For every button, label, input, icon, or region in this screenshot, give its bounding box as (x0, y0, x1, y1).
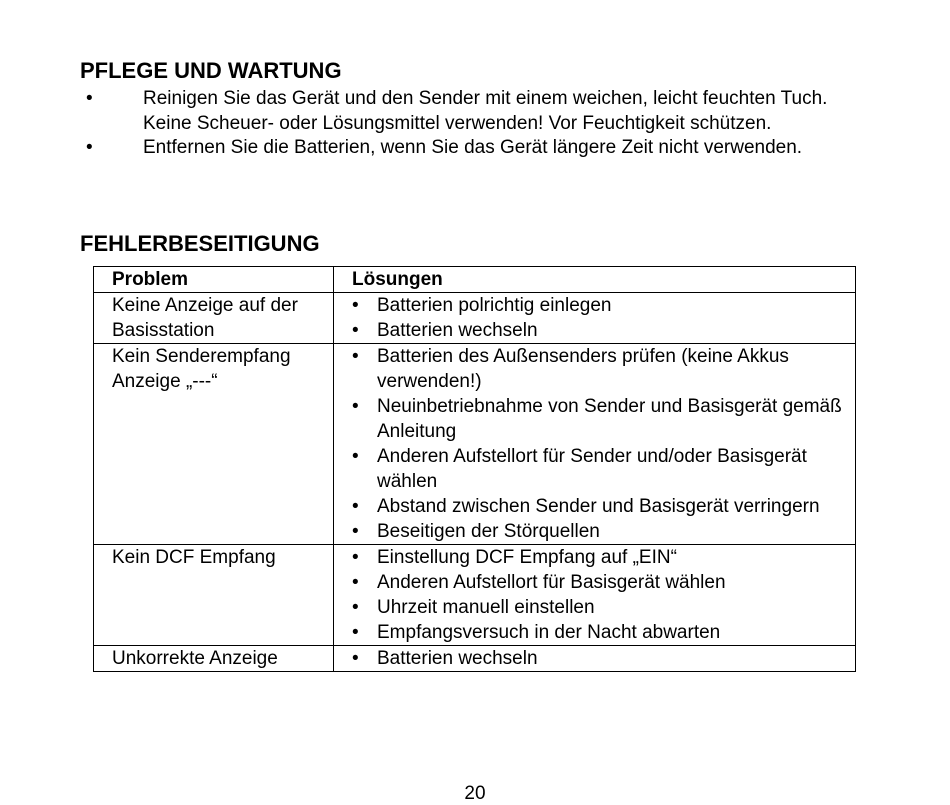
problem-cell (94, 344, 334, 545)
solution-text: Batterien wechseln (377, 320, 538, 341)
problem-cell (94, 293, 334, 344)
solution-item (352, 545, 849, 570)
solution-list (352, 646, 849, 671)
care-bullet-text: Entfernen Sie die Batterien, wenn Sie das Gerät längere Zeit nicht verwenden. (143, 137, 803, 158)
solution-text: Beseitigen der Störquellen (377, 521, 600, 542)
solution-list (352, 293, 849, 343)
bullet-dot-icon: • (352, 446, 359, 467)
care-heading: PFLEGE UND WARTUNG (80, 58, 342, 83)
solution-item (352, 318, 849, 343)
bullet-dot-icon: • (86, 137, 93, 158)
page-number: 20 (464, 783, 486, 804)
solution-text: Uhrzeit manuell einstellen (377, 597, 595, 618)
solutions-cell (334, 344, 856, 545)
table-row (94, 545, 856, 646)
solution-list (352, 545, 849, 645)
bullet-dot-icon: • (352, 496, 359, 517)
problem-text: Kein Senderempfang Anzeige „---“ (112, 346, 291, 392)
solution-item (352, 620, 849, 645)
solution-item (352, 394, 849, 444)
solution-list (352, 344, 849, 544)
column-header-solutions: Lösungen (334, 267, 856, 293)
bullet-dot-icon: • (352, 622, 359, 643)
troubleshooting-heading: FEHLERBESEITIGUNG (80, 231, 320, 256)
solution-item (352, 646, 849, 671)
solution-item (352, 494, 849, 519)
table-row (94, 646, 856, 672)
column-header-problem: Problem (94, 267, 334, 293)
solution-text: Batterien polrichtig einlegen (377, 295, 612, 316)
solution-item (352, 519, 849, 544)
care-bullet-text: Reinigen Sie das Gerät und den Sender mit einem weichen, leicht feuchten Tuch. Keine Scheuer- oder Lösungsmittel verwenden! Vor Feuchtigkeit schützen. (143, 88, 828, 134)
solution-text: Batterien wechseln (377, 648, 538, 669)
solution-item (352, 293, 849, 318)
solutions-cell (334, 545, 856, 646)
bullet-dot-icon: • (352, 597, 359, 618)
troubleshooting-table (93, 266, 856, 672)
solution-item (352, 595, 849, 620)
solution-item (352, 344, 849, 394)
solutions-cell (334, 293, 856, 344)
solution-text: Neuinbetriebnahme von Sender und Basisgerät gemäß Anleitung (377, 396, 842, 442)
solution-text: Batterien des Außensenders prüfen (keine Akkus verwenden!) (377, 346, 789, 392)
bullet-dot-icon: • (352, 346, 359, 367)
solution-item (352, 444, 849, 494)
bullet-dot-icon: • (352, 648, 359, 669)
bullet-dot-icon: • (352, 295, 359, 316)
problem-cell (94, 646, 334, 672)
solution-item (352, 570, 849, 595)
bullet-dot-icon: • (352, 572, 359, 593)
bullet-dot-icon: • (352, 547, 359, 568)
solution-text: Anderen Aufstellort für Sender und/oder Basisgerät wählen (377, 446, 807, 492)
care-bullet-item (80, 136, 870, 161)
solutions-cell (334, 646, 856, 672)
solution-text: Abstand zwischen Sender und Basisgerät verringern (377, 496, 820, 517)
bullet-dot-icon: • (352, 396, 359, 417)
table-row (94, 344, 856, 545)
bullet-dot-icon: • (352, 320, 359, 341)
table-row (94, 293, 856, 344)
solution-text: Empfangsversuch in der Nacht abwarten (377, 622, 721, 643)
problem-text: Keine Anzeige auf der Basisstation (112, 295, 298, 341)
table-header-row (94, 267, 856, 293)
solution-text: Anderen Aufstellort für Basisgerät wählen (377, 572, 726, 593)
problem-text: Unkorrekte Anzeige (112, 648, 278, 669)
care-bullet-list (80, 87, 870, 161)
problem-text: Kein DCF Empfang (112, 547, 276, 568)
bullet-dot-icon: • (352, 521, 359, 542)
solution-text: Einstellung DCF Empfang auf „EIN“ (377, 547, 677, 568)
problem-cell (94, 545, 334, 646)
bullet-dot-icon: • (86, 88, 93, 109)
care-bullet-item (80, 87, 870, 136)
